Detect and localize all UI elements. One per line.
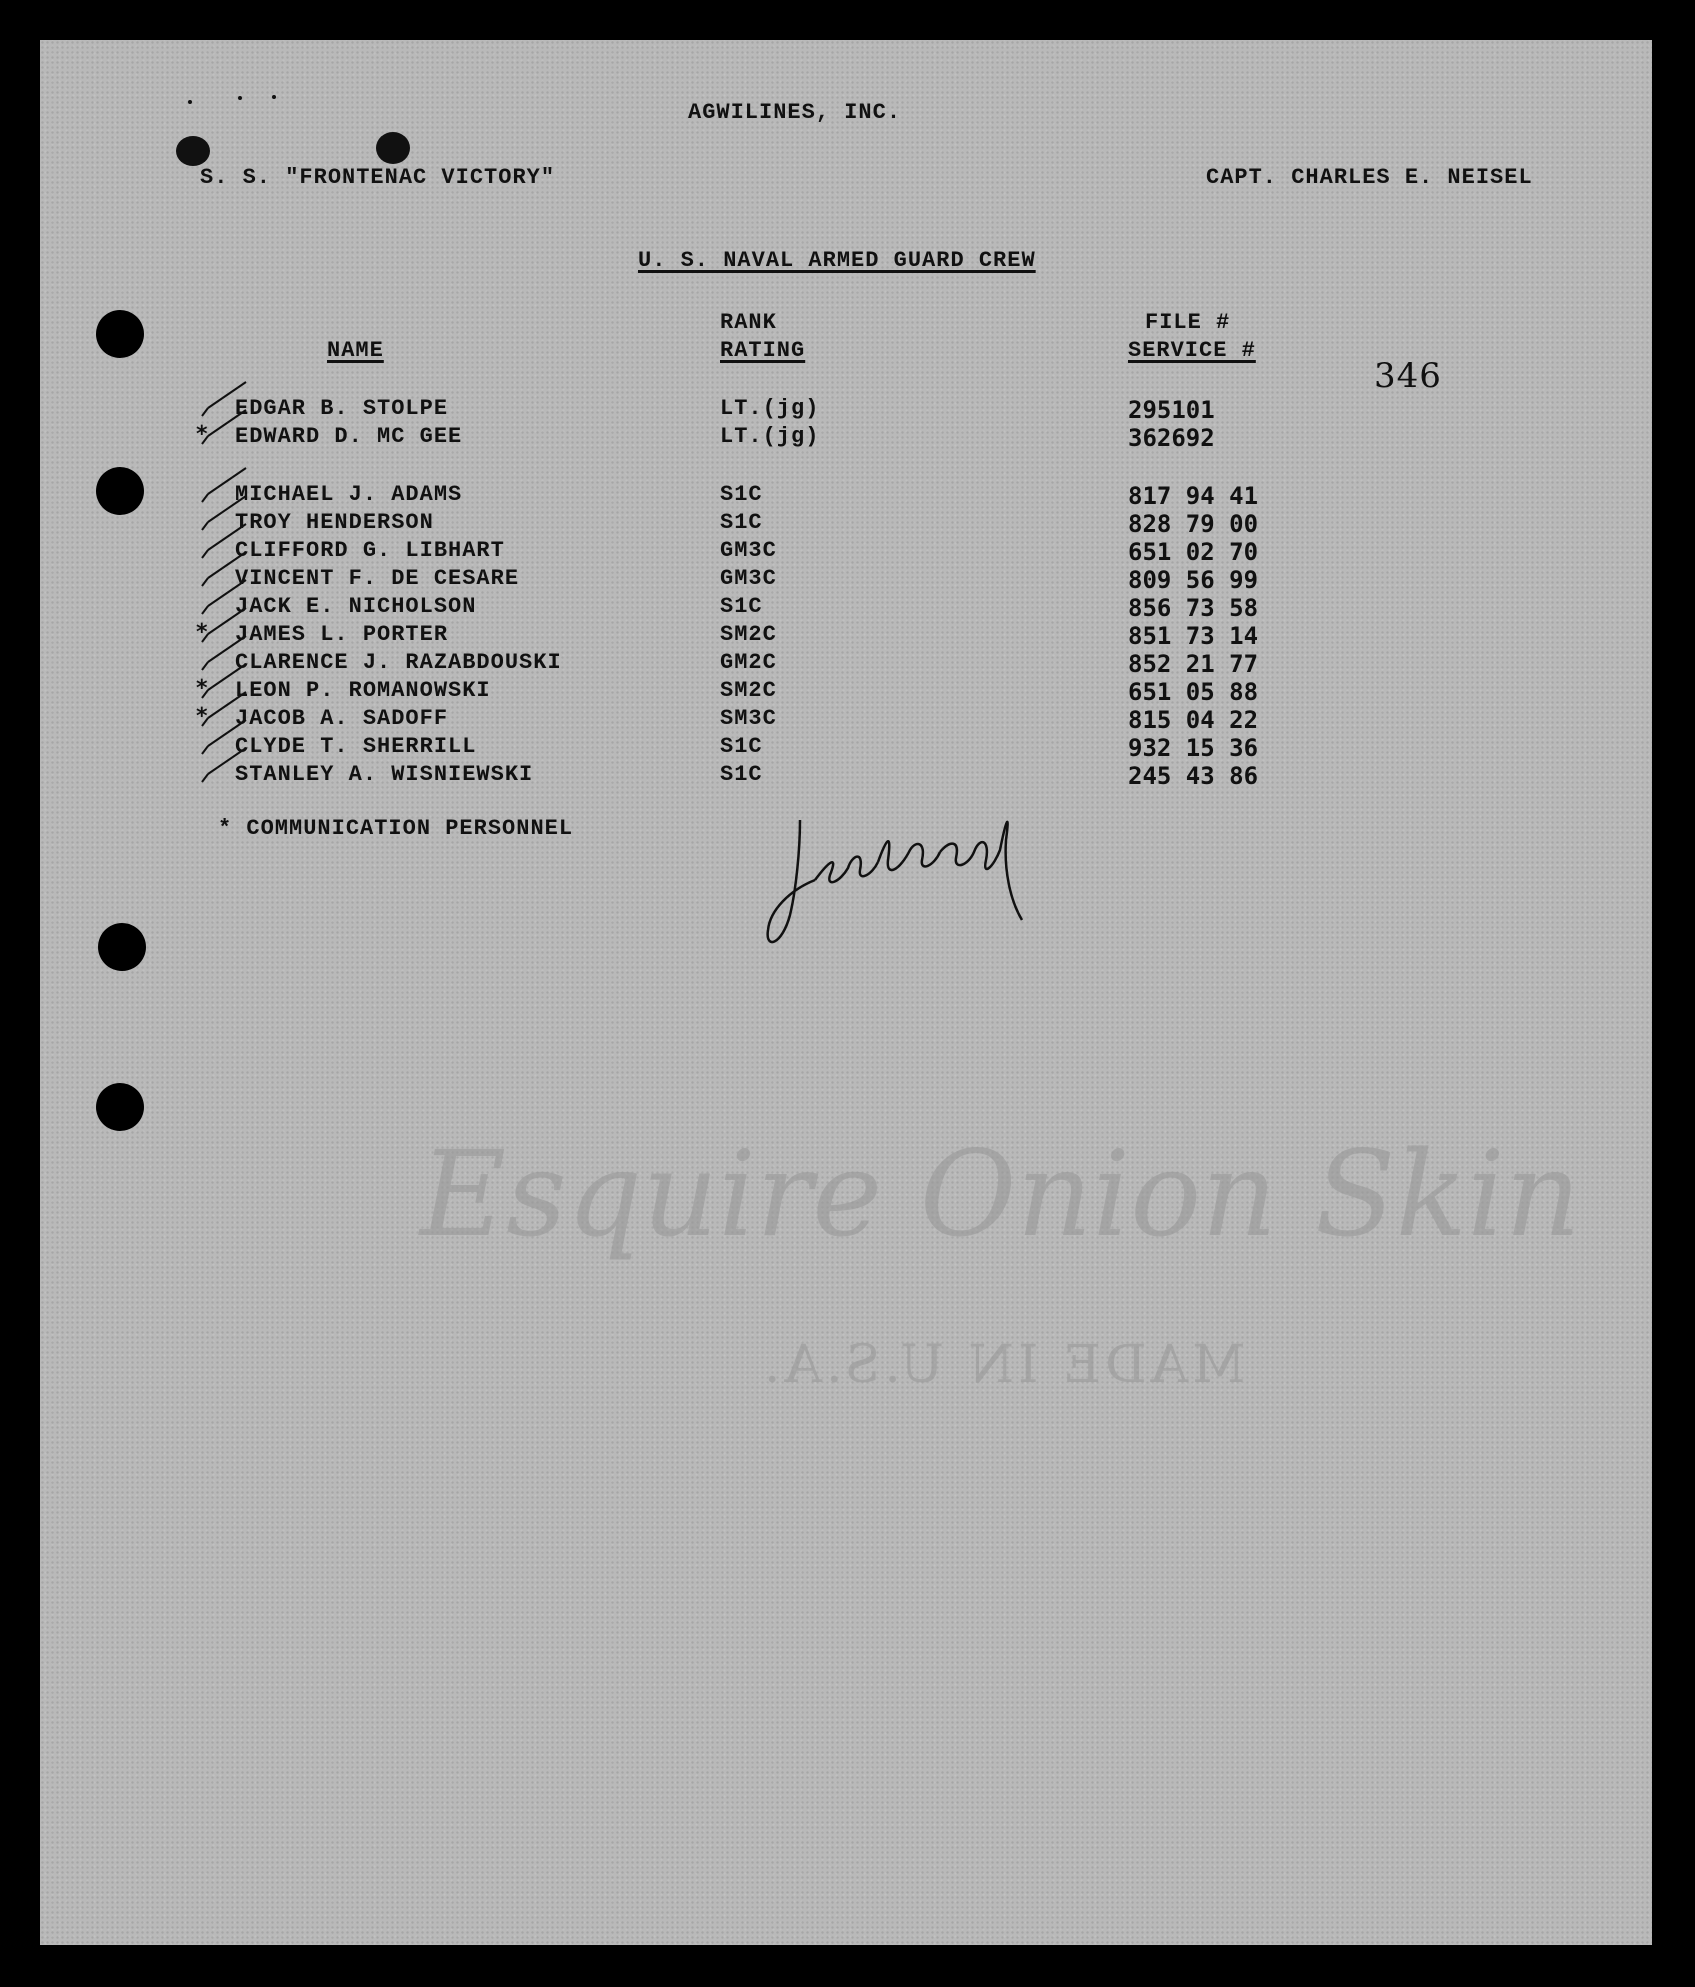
crew-rating: GM3C [720,538,777,563]
communication-marker: * [196,620,209,645]
communication-marker: * [196,704,209,729]
ink-speck [272,95,276,99]
ink-speck [188,100,192,104]
crew-rating: LT.(jg) [720,424,820,449]
table-row [40,594,1652,622]
punch-hole [96,310,144,358]
table-row [40,482,1652,510]
document-title: U. S. NAVAL ARMED GUARD CREW [638,248,1036,273]
handwritten-signature [760,770,1050,955]
crew-rating: SM2C [720,622,777,647]
table-row [40,734,1652,762]
crew-rating: S1C [720,734,763,759]
punch-hole [98,923,146,971]
crew-name: MICHAEL J. ADAMS [235,482,463,507]
crew-rating: S1C [720,762,763,787]
captain-name: CAPT. CHARLES E. NEISEL [1206,165,1533,190]
ink-blot [376,132,410,164]
crew-name: EDWARD D. MC GEE [235,424,463,449]
table-row [40,622,1652,650]
ink-speck [238,96,242,100]
crew-name: JACOB A. SADOFF [235,706,449,731]
service-number: 362692 [1128,424,1215,452]
crew-rating: GM3C [720,566,777,591]
crew-rating: GM2C [720,650,777,675]
company-name: AGWILINES, INC. [688,100,902,125]
crew-name: JAMES L. PORTER [235,622,449,647]
column-header-rank: RANK [720,310,777,335]
communication-marker: * [196,676,209,701]
punch-hole [96,1083,144,1131]
crew-name: CLYDE T. SHERRILL [235,734,477,759]
crew-name: EDGAR B. STOLPE [235,396,449,421]
column-header-service-number: SERVICE # [1128,338,1256,363]
service-number: 932 15 36 [1128,734,1259,762]
watermark-brand: Esquire Onion Skin [420,1125,1581,1263]
watermark-origin: MADE IN U.S.A. [760,1335,1246,1395]
service-number: 856 73 58 [1128,594,1259,622]
service-number: 651 05 88 [1128,678,1259,706]
crew-rating: S1C [720,594,763,619]
service-number: 852 21 77 [1128,650,1259,678]
crew-rating: SM2C [720,678,777,703]
table-row [40,538,1652,566]
crew-rating: LT.(jg) [720,396,820,421]
service-number: 245 43 86 [1128,762,1259,790]
ship-name: S. S. "FRONTENAC VICTORY" [200,165,556,190]
crew-name: TROY HENDERSON [235,510,434,535]
column-header-rating: RATING [720,338,806,363]
table-row [40,706,1652,734]
crew-name: LEON P. ROMANOWSKI [235,678,491,703]
communication-marker: * [196,422,209,447]
table-row [40,396,1652,424]
crew-rating: S1C [720,510,763,535]
service-number: 815 04 22 [1128,706,1259,734]
column-header-name: NAME [327,338,384,363]
crew-rating: SM3C [720,706,777,731]
table-row [40,510,1652,538]
table-row [40,650,1652,678]
crew-name: CLIFFORD G. LIBHART [235,538,505,563]
service-number: 295101 [1128,396,1215,424]
table-row [40,424,1652,452]
ink-blot [176,136,210,166]
crew-name: VINCENT F. DE CESARE [235,566,520,591]
service-number: 851 73 14 [1128,622,1259,650]
footnote: * COMMUNICATION PERSONNEL [218,816,574,841]
service-number: 828 79 00 [1128,510,1259,538]
page-number: 346 [1374,356,1442,396]
crew-name: JACK E. NICHOLSON [235,594,477,619]
table-row [40,566,1652,594]
crew-rating: S1C [720,482,763,507]
column-header-file-number: FILE # [1145,310,1231,335]
service-number: 651 02 70 [1128,538,1259,566]
service-number: 817 94 41 [1128,482,1259,510]
crew-name: STANLEY A. WISNIEWSKI [235,762,534,787]
crew-name: CLARENCE J. RAZABDOUSKI [235,650,562,675]
service-number: 809 56 99 [1128,566,1259,594]
table-row [40,678,1652,706]
document-page [40,40,1652,1945]
